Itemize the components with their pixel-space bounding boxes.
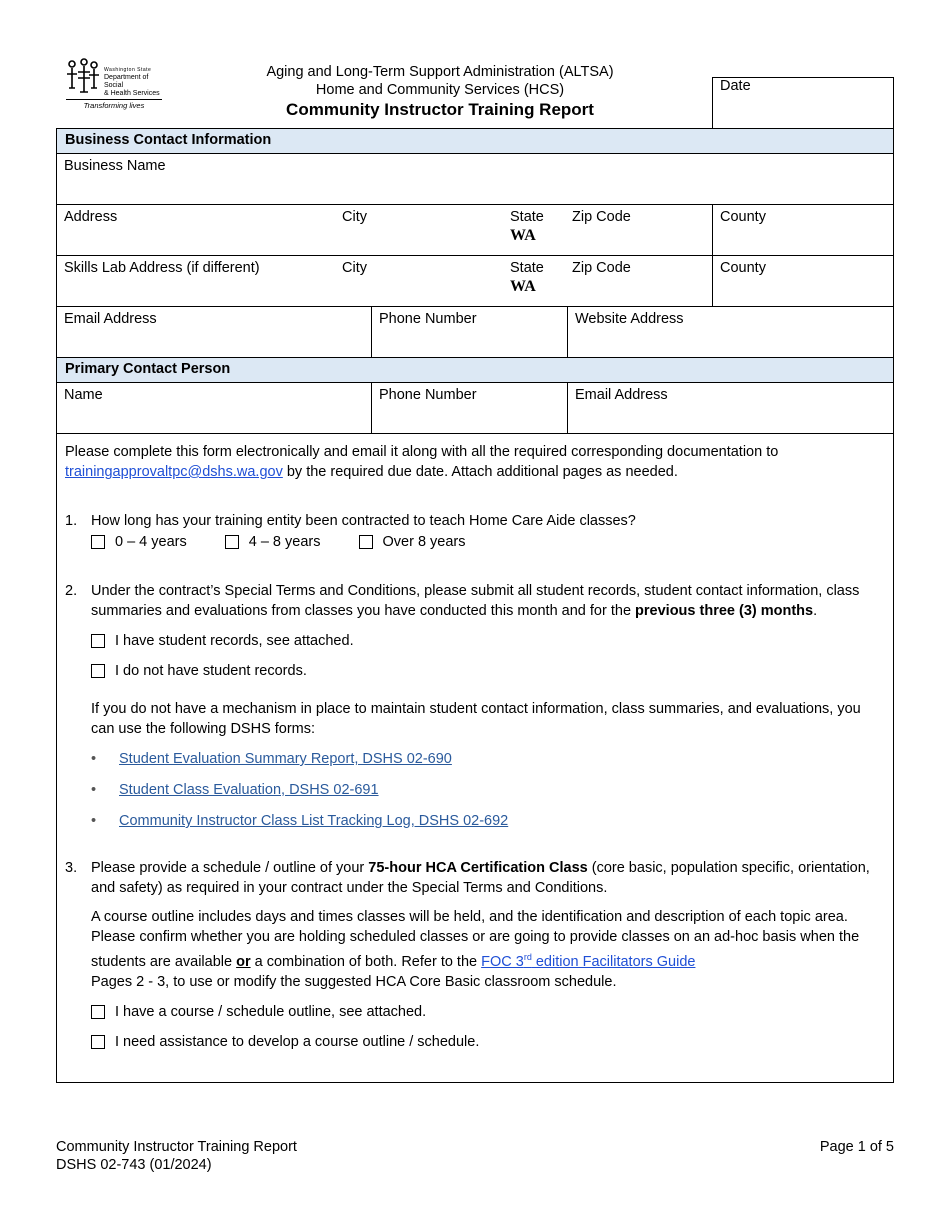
course-outline-text: A course outline includes days and times classes will be held, and the identification and description of each topic area. Please confirm whether you are holding scheduled classes or are going to provide classes on an ad-hoc basis when the students are available — [91, 909, 860, 970]
question-3-text — [91, 858, 885, 898]
option-0-4-years[interactable] — [91, 532, 187, 552]
list-item — [91, 811, 885, 831]
skills-lab-row — [57, 256, 893, 307]
business-email-label: Email Address — [64, 311, 157, 327]
footer-right — [820, 1138, 894, 1156]
logo-dept-line1: Department of Social — [104, 74, 149, 89]
city-label: City — [342, 209, 367, 225]
form-header — [230, 63, 650, 121]
contact-phone-label: Phone Number — [379, 387, 477, 403]
question-2 — [65, 581, 885, 831]
logo-text — [104, 66, 166, 98]
or-emphasis: or — [236, 953, 251, 970]
contact-email-label: Email Address — [575, 387, 668, 403]
link-superscript: rd — [523, 952, 532, 962]
form-02-691-link[interactable]: Student Class Evaluation, DSHS 02-691 — [119, 782, 379, 798]
state-value: WA — [510, 227, 536, 244]
intro-paragraph — [65, 442, 885, 482]
option-need-assistance[interactable] — [91, 1032, 885, 1052]
question-2-emphasis: previous three (3) months — [635, 603, 814, 619]
skills-lab-county-field[interactable] — [712, 256, 893, 306]
skills-lab-zip-label: Zip Code — [572, 260, 631, 276]
facilitators-guide-link[interactable] — [481, 954, 695, 970]
option-have-outline[interactable] — [91, 1002, 885, 1022]
dshs-logo — [64, 58, 166, 114]
option-label: I need assistance to develop a course outline / schedule. — [115, 1033, 480, 1050]
skills-lab-state-value: WA — [510, 278, 536, 295]
business-name-field[interactable] — [57, 154, 893, 204]
city-field[interactable] — [335, 205, 503, 255]
address-row — [57, 205, 893, 256]
date-label: Date — [720, 78, 751, 94]
course-outline-text-mid: a combination of both. Refer to the — [250, 953, 482, 970]
state-label: State — [510, 209, 544, 225]
question-1-text: How long has your training entity been contracted to teach Home Care Aide classes? — [91, 513, 636, 529]
zip-label: Zip Code — [572, 209, 631, 225]
question-number: 2. — [65, 583, 78, 599]
business-section-title: Business Contact Information — [65, 132, 272, 148]
footer-form-id: DSHS 02-743 (01/2024) — [56, 1157, 212, 1173]
skills-lab-city-label: City — [342, 260, 367, 276]
business-email-field[interactable] — [57, 307, 371, 357]
option-label: I do not have student records. — [115, 663, 307, 679]
course-outline-text-end: Pages 2 - 3, to use or modify the suggested HCA Core Basic classroom schedule. — [91, 973, 617, 990]
contact-info-row — [57, 307, 893, 358]
list-item — [91, 749, 885, 769]
question-3-body-end: (core basic, population specific, orientation, and safety) as required in your contract under the Special Terms and Conditions. — [91, 860, 870, 896]
list-item — [91, 780, 885, 800]
checkbox[interactable] — [91, 664, 105, 678]
form-02-690-link[interactable]: Student Evaluation Summary Report, DSHS 02-690 — [119, 751, 452, 767]
skills-lab-city-field[interactable] — [335, 256, 503, 306]
option-over-8-years[interactable] — [359, 532, 466, 552]
county-label: County — [720, 209, 766, 225]
contact-phone-field[interactable] — [371, 383, 567, 433]
option-have-records[interactable] — [91, 631, 885, 651]
question-2-end: . — [813, 603, 818, 619]
zip-field[interactable] — [565, 205, 713, 255]
website-field[interactable] — [567, 307, 893, 357]
page-title: Community Instructor Training Report — [286, 100, 594, 119]
question-1-options — [91, 532, 885, 552]
option-label: 4 – 8 years — [248, 534, 321, 550]
question-2-body: Under the contract’s Special Terms and Conditions, please submit all student records, student contact information, class summaries and evaluations from classes you have conducted this month and for the — [91, 583, 860, 619]
link-text-end: edition Facilitators Guide — [531, 953, 696, 970]
instructions-area — [57, 434, 893, 1060]
option-label: I have a course / schedule outline, see attached. — [115, 1003, 427, 1020]
option-label: 0 – 4 years — [115, 534, 187, 550]
logo-tagline: Transforming lives — [66, 99, 162, 110]
question-number: 1. — [65, 513, 78, 529]
business-phone-label: Phone Number — [379, 311, 477, 327]
option-no-records[interactable] — [91, 661, 885, 681]
checkbox[interactable] — [91, 1035, 105, 1049]
skills-lab-label: Skills Lab Address (if different) — [64, 260, 260, 276]
form-table — [56, 128, 894, 1083]
question-2-text — [91, 581, 885, 621]
checkbox[interactable] — [225, 535, 239, 549]
website-label: Website Address — [575, 311, 684, 327]
training-email-link[interactable]: trainingapprovaltpc@dshs.wa.gov — [65, 464, 283, 480]
county-field[interactable] — [712, 205, 893, 255]
intro-text-end: by the required due date. Attach additional pages as needed. — [282, 464, 678, 480]
checkbox[interactable] — [91, 1005, 105, 1019]
question-1 — [65, 511, 885, 552]
skills-lab-zip-field[interactable] — [565, 256, 713, 306]
question-3 — [65, 858, 885, 1052]
forms-note: If you do not have a mechanism in place to maintain student contact information, class summaries, and evaluations, you can use the following DSHS forms: — [91, 701, 861, 737]
option-label: Over 8 years — [382, 534, 466, 550]
address-label: Address — [64, 209, 118, 225]
page-number: Page 1 of 5 — [819, 1139, 894, 1155]
address-field[interactable] — [57, 205, 335, 255]
business-phone-field[interactable] — [371, 307, 567, 357]
business-section-header — [57, 129, 893, 154]
checkbox[interactable] — [359, 535, 373, 549]
checkbox[interactable] — [91, 535, 105, 549]
dshs-forms-list — [91, 749, 885, 831]
logo-state: Washington State — [104, 67, 152, 73]
link-text: FOC 3 — [481, 953, 524, 970]
option-4-8-years[interactable] — [225, 532, 321, 552]
footer-title: Community Instructor Training Report — [56, 1139, 297, 1155]
business-name-row — [57, 154, 893, 205]
contact-name-label: Name — [64, 387, 103, 403]
intro-text: Please complete this form electronically and email it along with all the required corresponding documentation to — [65, 444, 779, 460]
question-3-body: Please provide a schedule / outline of your — [91, 860, 369, 876]
header-administration: Aging and Long-Term Support Administration (ALTSA) — [266, 64, 614, 80]
skills-lab-state-label: State — [510, 260, 544, 276]
business-name-label: Business Name — [64, 158, 166, 174]
skills-lab-address-field[interactable] — [57, 256, 335, 306]
question-number: 3. — [65, 860, 78, 876]
skills-lab-state-field — [503, 256, 565, 306]
skills-lab-county-label: County — [720, 260, 766, 276]
contact-email-field[interactable] — [567, 383, 893, 433]
date-field[interactable] — [712, 77, 894, 129]
contact-section-title: Primary Contact Person — [65, 361, 231, 377]
logo-dept-line2: & Health Services — [104, 90, 160, 97]
option-label: I have student records, see attached. — [115, 633, 354, 649]
state-field — [503, 205, 565, 255]
question-3-emphasis: 75-hour HCA Certification Class — [368, 860, 588, 876]
primary-contact-row — [57, 383, 893, 434]
form-02-692-link[interactable]: Community Instructor Class List Tracking Log, DSHS 02-692 — [119, 813, 509, 829]
footer-left — [56, 1138, 297, 1174]
course-outline-paragraph — [91, 907, 885, 992]
checkbox[interactable] — [91, 634, 105, 648]
contact-section-header — [57, 358, 893, 383]
contact-name-field[interactable] — [57, 383, 371, 433]
header-division: Home and Community Services (HCS) — [315, 82, 565, 98]
dshs-emblem-icon — [64, 58, 104, 98]
